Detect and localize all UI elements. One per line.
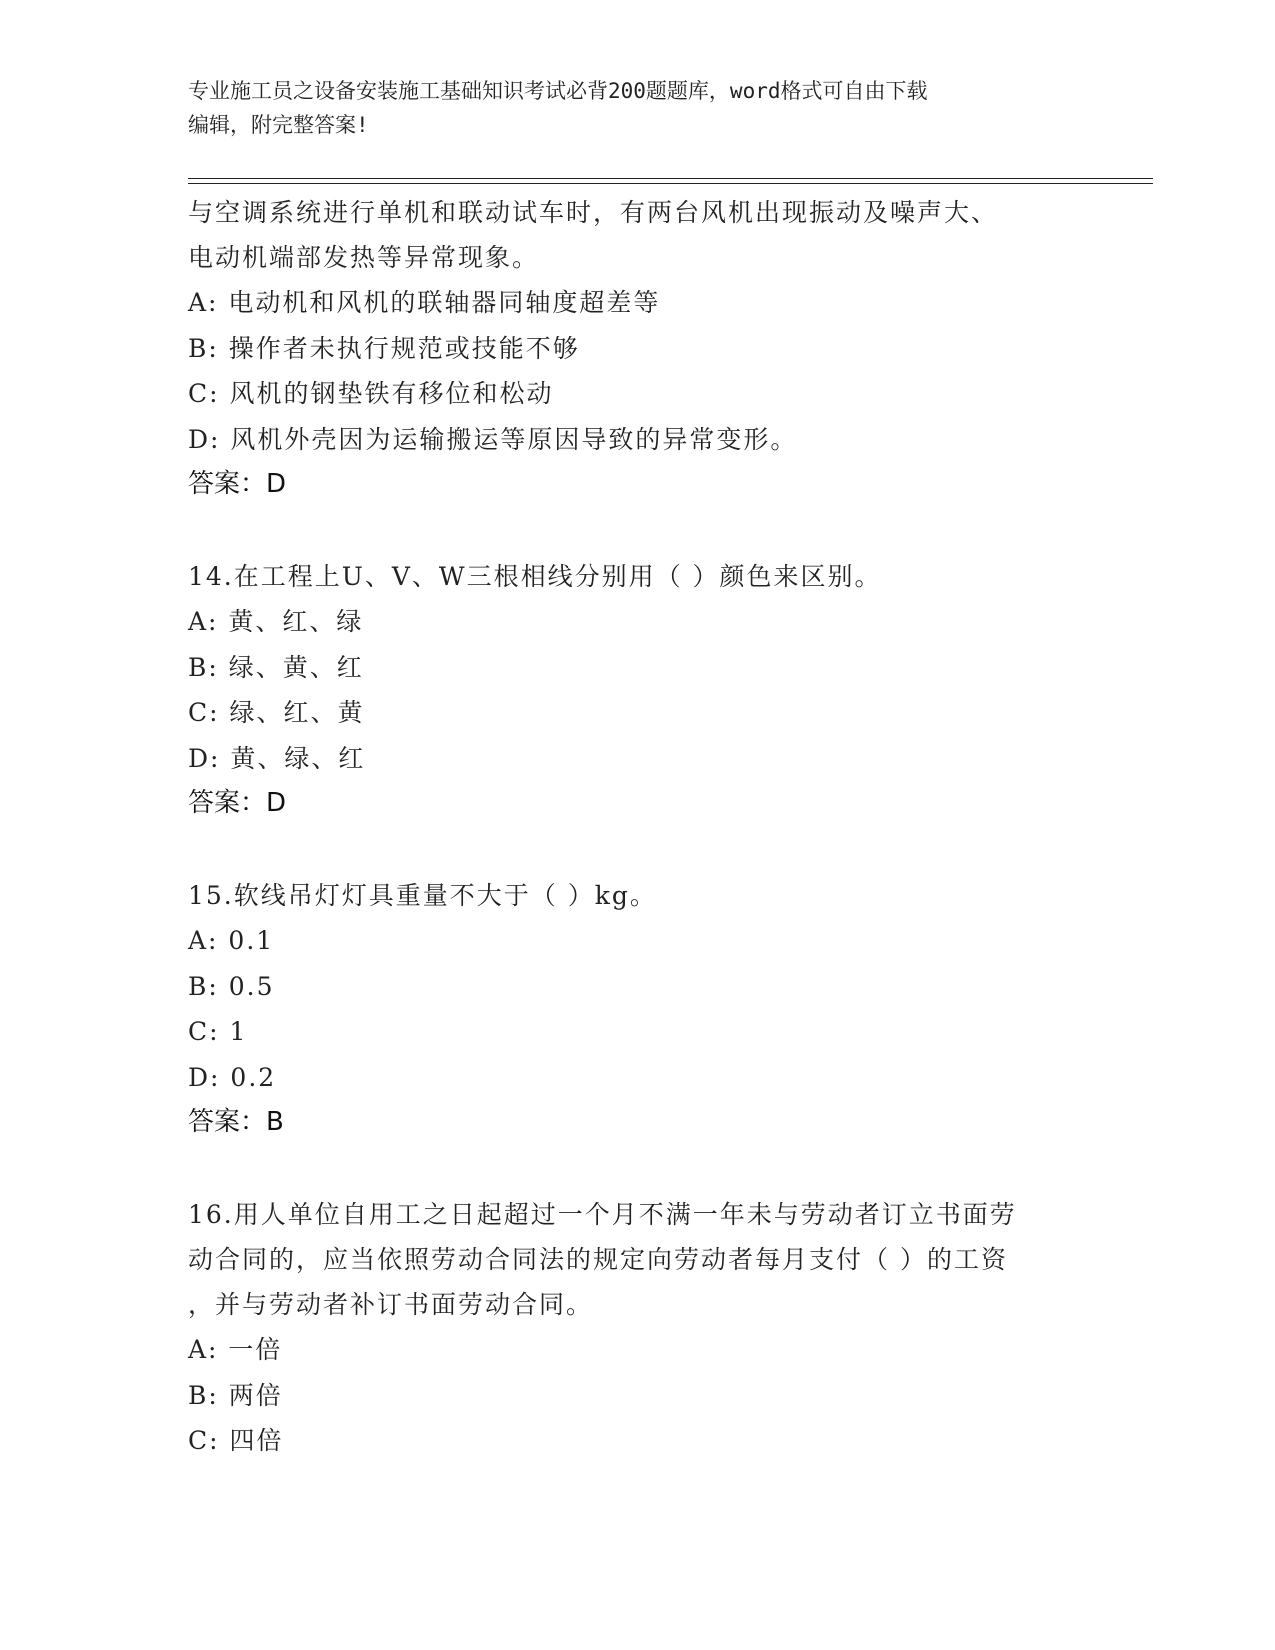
question-spacer [188, 1145, 1088, 1192]
question-text-line: ，并与劳动者补订书面劳动合同。 [188, 1290, 594, 1319]
question-text-line: 动合同的，应当依照劳动合同法的规定向劳动者每月支付（ ）的工资 [188, 1245, 1008, 1274]
answer-line: 答案：B [188, 1107, 284, 1137]
question-list [188, 190, 1088, 1464]
header-rule-bottom [188, 183, 1153, 184]
option-c: C: 风机的钢垫铁有移位和松动 [188, 379, 554, 408]
option-d: D: 0.2 [188, 1062, 277, 1092]
option-a: A: 电动机和风机的联轴器同轴度超差等 [188, 288, 661, 317]
option-c: C: 绿、红、黄 [188, 698, 365, 727]
option-d: D: 风机外壳因为运输搬运等原因导致的异常变形。 [188, 424, 798, 454]
question-13 [188, 190, 1088, 507]
option-a: A: 黄、红、绿 [188, 607, 364, 636]
option-c: C: 1 [188, 1017, 248, 1046]
option-c: C: 四倍 [188, 1426, 284, 1455]
option-d: D: 黄、绿、红 [188, 743, 366, 773]
question-text-line: 15.软线吊灯灯具重量不大于（ ）kg。 [188, 881, 657, 910]
question-text-line: 电动机端部发热等异常现象。 [188, 243, 540, 272]
option-b: B: 两倍 [188, 1380, 283, 1410]
option-b: B: 0.5 [188, 971, 275, 1001]
header-rule-top [188, 178, 1153, 179]
option-b: B: 操作者未执行规范或技能不够 [188, 333, 580, 363]
answer-line: 答案：D [188, 788, 287, 818]
question-spacer [188, 507, 1088, 554]
header-line-1: 专业施工员之设备安装施工基础知识考试必背200题题库，word格式可自由下载 [188, 79, 928, 103]
document-header [188, 74, 1088, 142]
option-a: A: 一倍 [188, 1335, 283, 1364]
question-16 [188, 1192, 1088, 1464]
question-text-line: 与空调系统进行单机和联动试车时，有两台风机出现振动及噪声大、 [188, 198, 999, 227]
question-15 [188, 873, 1088, 1145]
option-b: B: 绿、黄、红 [188, 652, 364, 682]
question-spacer [188, 826, 1088, 873]
option-a: A: 0.1 [188, 926, 275, 955]
question-14 [188, 554, 1088, 826]
question-text-line: 16.用人单位自用工之日起超过一个月不满一年未与劳动者订立书面劳 [188, 1200, 1017, 1229]
question-text-line: 14.在工程上U、V、W三根相线分别用（ ）颜色来区别。 [188, 562, 882, 591]
header-line-2: 编辑，附完整答案! [188, 113, 369, 137]
answer-line: 答案：D [188, 469, 287, 499]
